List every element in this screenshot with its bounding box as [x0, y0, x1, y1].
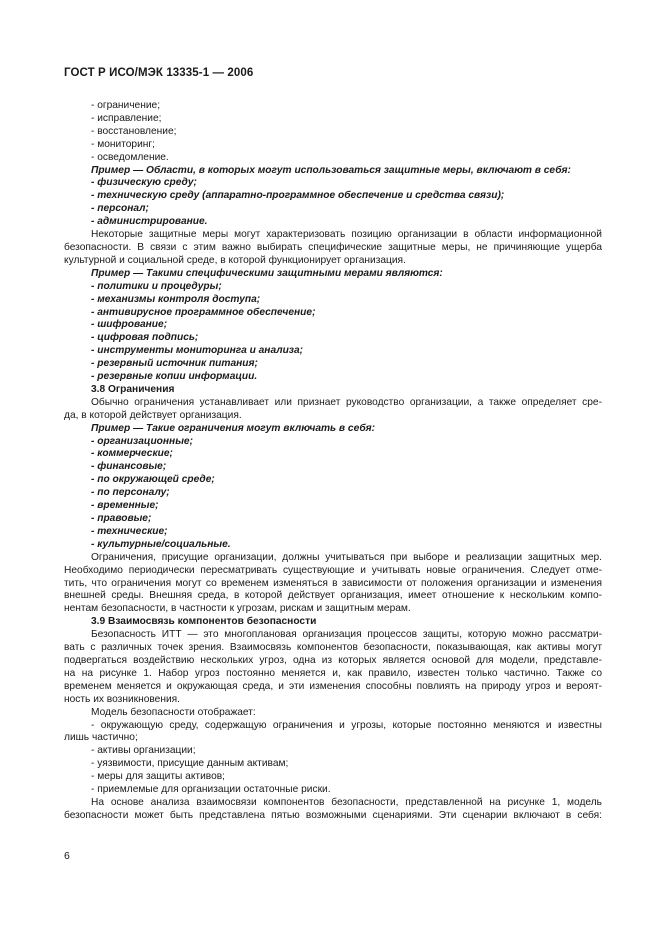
text-line: Обычно ограничения устанавливает или признает руководство организации, а также определяет сре-: [91, 396, 602, 408]
text-line: лишь частично;: [64, 732, 138, 744]
text-line: - меры для защиты активов;: [91, 771, 225, 783]
text-line: ность их возникновения.: [64, 693, 181, 705]
text-line: подвергаться воздействию нескольких угроз, одна из которых является основой для модели, представле-: [64, 654, 602, 666]
text-line: - резервные копии информации.: [91, 371, 258, 383]
text-line: - резервный источник питания;: [91, 358, 258, 370]
text-line: - цифровая подпись;: [91, 332, 199, 344]
text-line: - механизмы контроля доступа;: [91, 293, 261, 305]
text-line: да, в которой действует организация.: [64, 409, 242, 421]
text-line: 3.9 Взаимосвязь компонентов безопасности: [91, 616, 317, 628]
text-line: - инструменты мониторинга и анализа;: [91, 345, 304, 357]
text-line: - администрирование.: [91, 216, 208, 228]
text-line: нентам безопасности, в частности к угрозам, рискам и защитным мерам.: [64, 603, 411, 615]
text-line: - временные;: [91, 500, 159, 512]
text-line: вать с различных точек зрения. Взаимосвязь компонентов безопасности, показывающая, как активы могут: [64, 642, 602, 654]
text-line: - физическую среду;: [91, 177, 197, 189]
text-line: временем меняется и окружающая среда, и эти изменения способны повлиять на природу угроз и вероят-: [64, 680, 602, 692]
document-header: ГОСТ Р ИСО/МЭК 13335-1 — 2006: [64, 67, 254, 79]
text-line: Модель безопасности отображает:: [91, 706, 256, 718]
text-line: - политики и процедуры;: [91, 280, 222, 292]
text-line: - восстановление;: [91, 125, 177, 137]
text-line: - мониторинг;: [91, 138, 155, 150]
text-line: тить, что ограничения могут со временем изменяться в зависимости от положения организации и изменения: [64, 577, 602, 589]
text-line: - финансовые;: [91, 461, 167, 473]
text-line: - приемлемые для организации остаточные риски.: [91, 784, 331, 796]
text-line: - технические;: [91, 525, 168, 537]
document-body: [64, 100, 602, 823]
text-line: безопасности. В связи с этим важно выбирать специфические защитные меры, не причиняющие ущерба: [64, 241, 602, 253]
text-line: Безопасность ИТТ — это многоплановая организация процессов защиты, которую можно рассматри-: [91, 629, 602, 641]
text-line: 3.8 Ограничения: [91, 383, 175, 395]
text-line: - осведомление.: [91, 151, 169, 163]
text-line: - исправление;: [91, 112, 162, 124]
text-line: Пример — Такими специфическими защитными мерами являются:: [91, 267, 443, 279]
text-line: - окружающую среду, содержащую ограничения и угрозы, которые постоянно меняются и известны: [91, 719, 602, 731]
page-number: 6: [64, 850, 70, 862]
text-line: внешней среды. Внешняя среда, в которой действует организация, имеет отношение к нескольким компо-: [64, 590, 602, 602]
text-line: - активы организации;: [91, 745, 196, 757]
text-line: - культурные/социальные.: [91, 538, 231, 550]
text-line: - правовые;: [91, 513, 152, 524]
text-line: - уязвимости, присущие данным активам;: [91, 758, 289, 770]
text-line: - коммерческие;: [91, 448, 173, 460]
text-line: На основе анализа взаимосвязи компонентов безопасности, представленной на рисунке 1, модель: [91, 796, 602, 808]
text-line: Пример — Области, в которых могут использоваться защитные меры, включают в себя:: [91, 164, 571, 176]
text-line: Ограничения, присущие организации, должны учитываться при выборе и реализации защитных мер.: [91, 551, 602, 563]
text-line: - шифрование;: [91, 319, 168, 331]
text-line: - техническую среду (аппаратно-программное обеспечение и средства связи);: [91, 190, 505, 202]
text-line: - по окружающей среде;: [91, 474, 215, 486]
text-line: Необходимо периодически пересматривать существующие и учитывать новые ограничения. Следует отме-: [64, 564, 602, 576]
text-line: - персонал;: [91, 203, 149, 215]
text-line: Некоторые защитные меры могут характеризовать позицию организации в области информационной: [91, 229, 602, 241]
text-line: - организационные;: [91, 435, 193, 447]
text-line: безопасности может быть представлена пятью возможными сценариями. Эти сценарии включают в себя:: [64, 809, 602, 821]
text-line: - антивирусное программное обеспечение;: [91, 306, 316, 318]
text-line: - ограничение;: [91, 100, 161, 111]
text-line: культурной и социальной среде, в которой функционирует организация.: [64, 254, 406, 266]
text-line: - по персоналу;: [91, 487, 170, 499]
text-line: на на рисунке 1. Набор угроз постоянно меняется и, как правило, известен только частично. Также со: [64, 667, 602, 679]
text-line: Пример — Такие ограничения могут включать в себя:: [91, 422, 376, 434]
